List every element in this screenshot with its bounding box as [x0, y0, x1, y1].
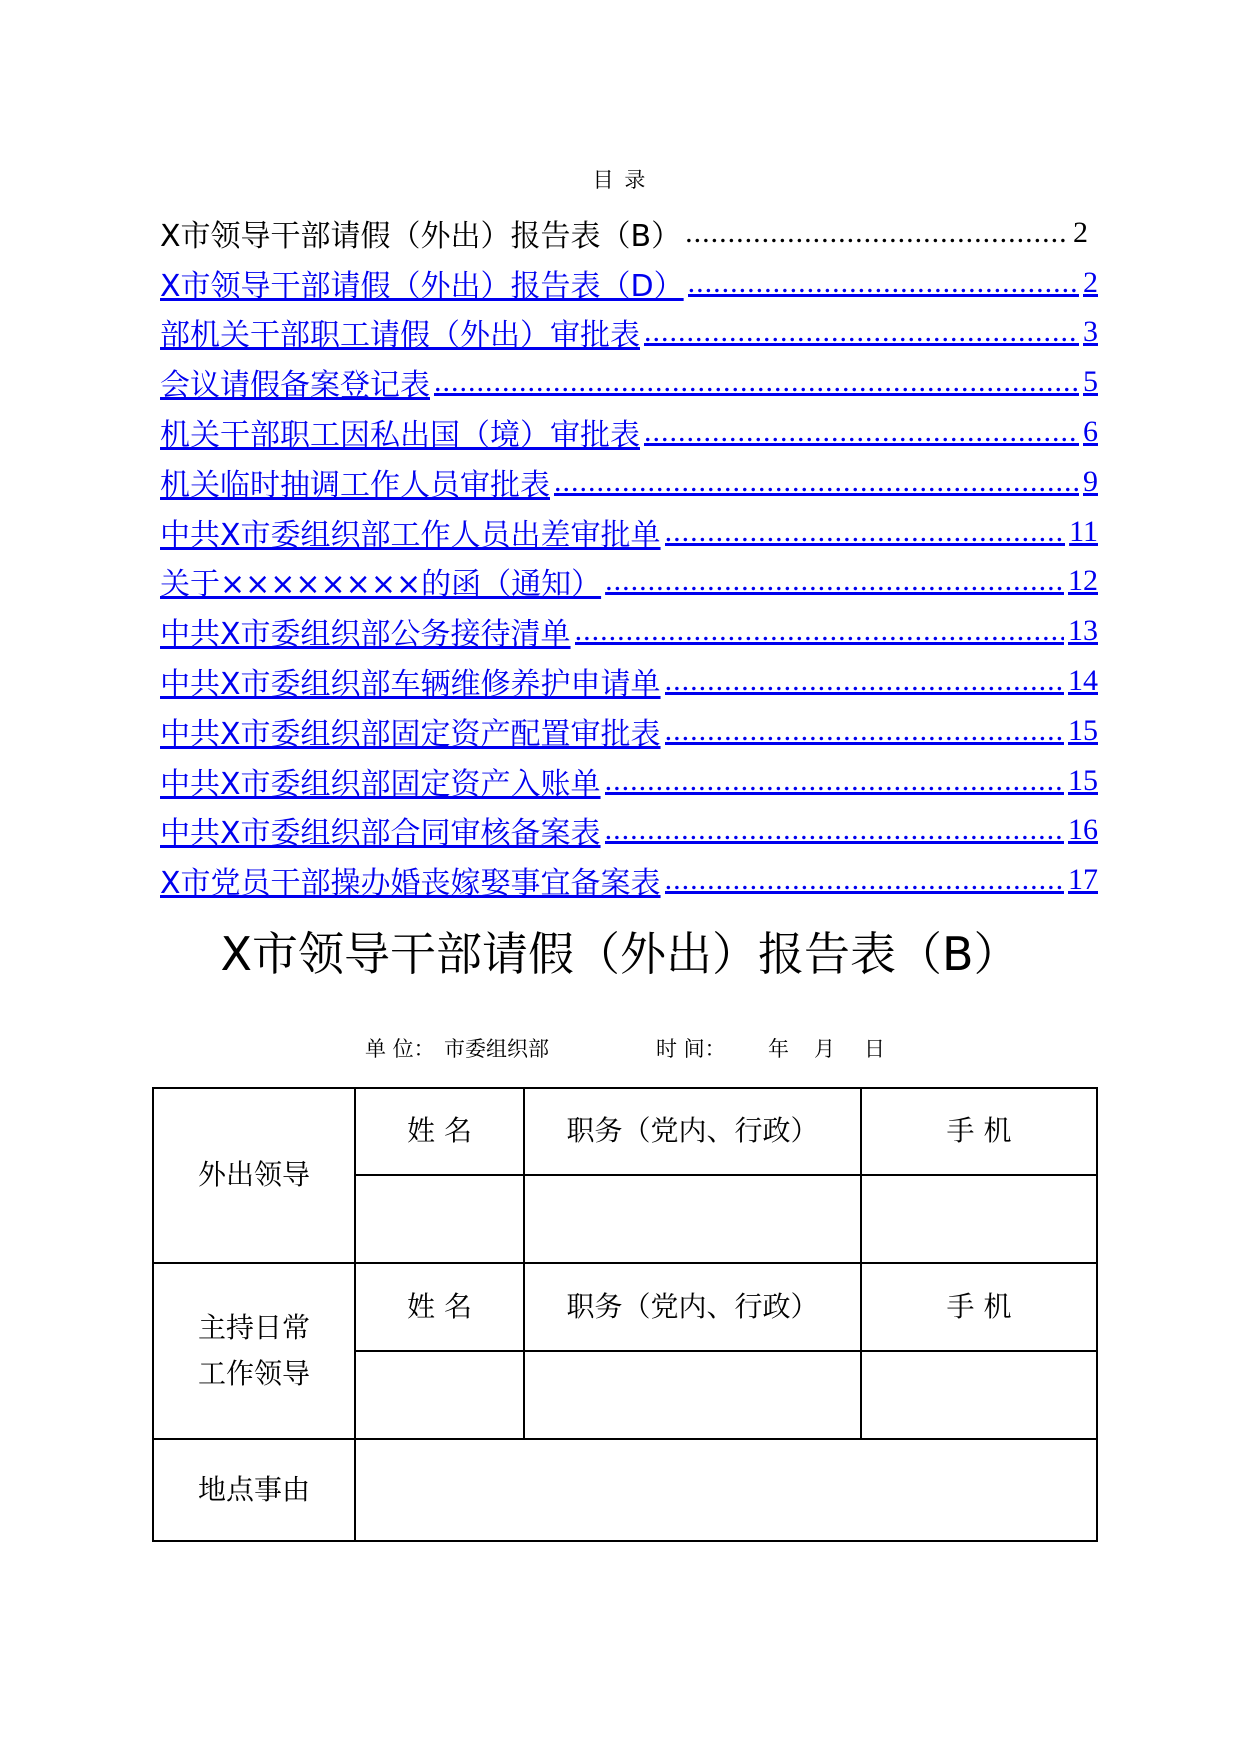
toc-leader-dots	[554, 465, 1079, 499]
leave-report-table	[152, 1087, 1098, 1542]
toc-leader-dots	[605, 564, 1064, 598]
toc-entry[interactable]	[160, 258, 1098, 308]
toc-entry-page: 16	[1068, 813, 1098, 847]
toc-leader-dots	[644, 415, 1079, 449]
acting-leader-label	[153, 1263, 355, 1439]
toc-entry[interactable]	[160, 606, 1098, 656]
toc-leader-dots	[665, 664, 1064, 698]
unit-value: 市委组织部	[444, 1037, 549, 1061]
toc-entry-title: 中共X市委组织部车辆维修养护申请单	[160, 667, 661, 703]
toc-entry-title: X市党员干部操办婚丧嫁娶事宜备案表	[160, 866, 661, 902]
toc-entry-page: 9	[1083, 464, 1098, 498]
acting-leader-phone-cell[interactable]	[861, 1351, 1097, 1439]
toc-entry[interactable]	[160, 656, 1098, 706]
acting-leader-label-line2: 工作领导	[197, 1357, 310, 1390]
toc-entry-title: 关于××××××××的函（通知）	[160, 567, 602, 603]
toc-entry-title: 机关临时抽调工作人员审批表	[160, 467, 550, 503]
toc-entry-page: 12	[1068, 564, 1098, 598]
toc-leader-dots	[575, 614, 1064, 648]
toc-entry-page: 2	[1083, 265, 1098, 299]
toc-entry[interactable]	[160, 308, 1098, 358]
acting-leader-name-cell[interactable]	[355, 1351, 524, 1439]
year-label: 年	[768, 1037, 789, 1061]
toc-entry	[160, 208, 1088, 258]
toc-entry-title: 中共X市委组织部合同审核备案表	[160, 816, 601, 852]
toc-entry-page: 17	[1068, 863, 1098, 897]
toc-leader-dots	[434, 365, 1079, 399]
location-reason-cell[interactable]	[355, 1439, 1097, 1541]
toc-entry-title: X市领导干部请假（外出）报告表（B）	[160, 218, 682, 254]
toc-entry-title: 会议请假备案登记表	[160, 368, 430, 404]
position-header: 职务（党内、行政）	[524, 1263, 861, 1351]
outgoing-leader-label: 外出领导	[153, 1088, 355, 1263]
toc-entry[interactable]	[160, 557, 1098, 607]
toc-entry[interactable]	[160, 756, 1098, 806]
phone-header: 手 机	[861, 1088, 1097, 1175]
toc-entry-page: 14	[1068, 664, 1098, 698]
month-label: 月	[814, 1037, 835, 1061]
toc-entry[interactable]	[160, 357, 1098, 407]
acting-leader-position-cell[interactable]	[524, 1351, 861, 1439]
acting-leader-label-line1: 主持日常	[197, 1310, 310, 1344]
toc-entry-title: 中共X市委组织部固定资产入账单	[160, 766, 601, 802]
position-header: 职务（党内、行政）	[524, 1088, 861, 1175]
table-of-contents	[160, 208, 1098, 905]
outgoing-leader-phone-cell[interactable]	[861, 1175, 1097, 1263]
toc-entry[interactable]	[160, 706, 1098, 756]
toc-leader-dots	[685, 216, 1069, 250]
toc-entry-title: 中共X市委组织部工作人员出差审批单	[160, 517, 661, 553]
toc-leader-dots	[605, 813, 1064, 847]
day-label: 日	[864, 1037, 885, 1061]
toc-entry-title: X市领导干部请假（外出）报告表（D）	[160, 268, 684, 304]
toc-entry-page: 15	[1068, 713, 1098, 747]
toc-entry-page: 3	[1083, 315, 1098, 349]
toc-entry-title: 机关干部职工因私出国（境）审批表	[160, 418, 640, 454]
toc-leader-dots	[644, 315, 1079, 349]
toc-entry-title: 部机关干部职工请假（外出）审批表	[160, 318, 640, 354]
toc-entry[interactable]	[160, 855, 1098, 905]
toc-entry[interactable]	[160, 806, 1098, 856]
toc-entry-page: 13	[1068, 614, 1098, 648]
toc-leader-dots	[665, 515, 1066, 549]
toc-title: 目 录	[592, 168, 648, 192]
toc-entry[interactable]	[160, 407, 1098, 457]
name-header: 姓 名	[355, 1088, 524, 1175]
toc-leader-dots	[665, 863, 1064, 897]
outgoing-leader-position-cell[interactable]	[524, 1175, 861, 1263]
toc-leader-dots	[688, 266, 1079, 300]
form-title: X市领导干部请假（外出）报告表（B）	[220, 927, 1020, 981]
toc-entry-page: 11	[1069, 514, 1098, 548]
toc-entry-title: 中共X市委组织部公务接待清单	[160, 617, 571, 653]
toc-entry[interactable]	[160, 507, 1098, 557]
toc-entry-title: 中共X市委组织部固定资产配置审批表	[160, 716, 661, 752]
time-label: 时 间：	[656, 1037, 726, 1061]
toc-entry[interactable]	[160, 457, 1098, 507]
name-header: 姓 名	[355, 1263, 524, 1351]
phone-header: 手 机	[861, 1263, 1097, 1351]
outgoing-leader-name-cell[interactable]	[355, 1175, 524, 1263]
toc-entry-page: 6	[1083, 415, 1098, 449]
toc-entry-page: 15	[1068, 763, 1098, 797]
toc-leader-dots	[665, 714, 1064, 748]
location-reason-label: 地点事由	[153, 1439, 355, 1541]
toc-leader-dots	[605, 764, 1064, 798]
toc-entry-page: 2	[1073, 215, 1088, 249]
toc-entry-page: 5	[1083, 365, 1098, 399]
unit-label: 单 位：	[365, 1037, 435, 1061]
